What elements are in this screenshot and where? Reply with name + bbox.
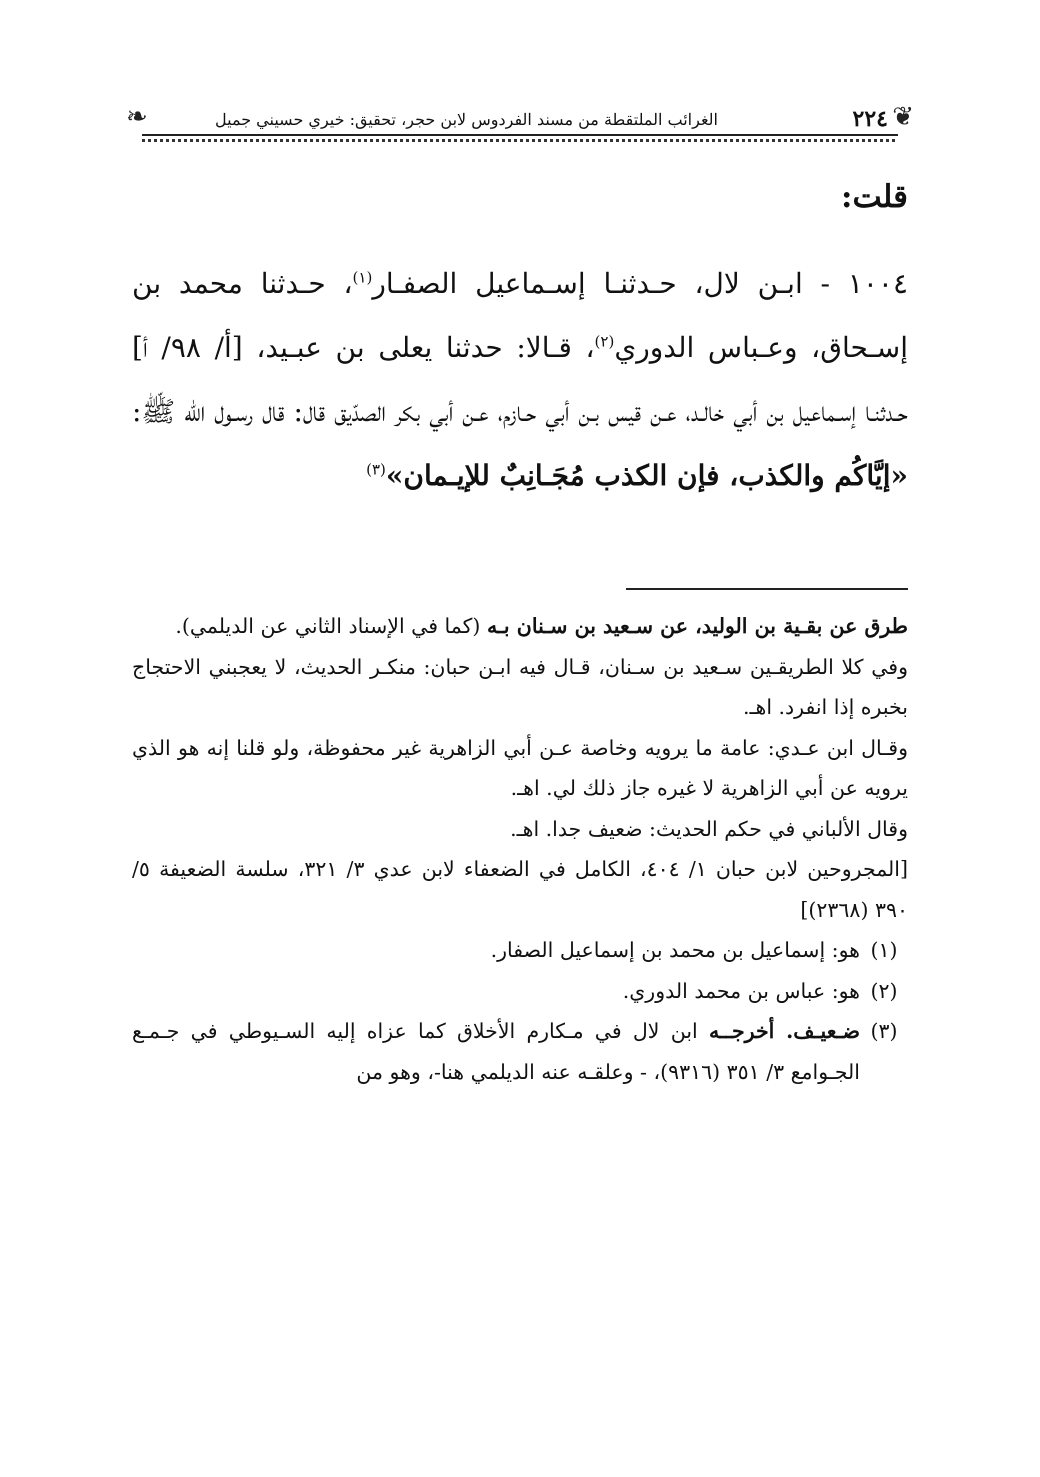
footnote-ref-3[interactable]: (٣)	[366, 460, 386, 479]
header-rule	[142, 134, 898, 142]
footnote-text: هو: عباس بن محمد الدوري.	[622, 978, 860, 1003]
footnote-ref-1[interactable]: (١)	[352, 268, 373, 287]
note-paragraph: طرق عن بقـية بن الوليد، عن سـعيد بن سـنان بـه (كما في الإسناد الثاني عن الديلمي).	[175, 614, 908, 638]
ornament-right-icon: ❦	[892, 102, 914, 132]
footnote-2	[132, 971, 908, 1012]
note-references: [المجروحين لابن حبان ١/ ٤٠٤، الكامل في الضعفاء لابن عدي ٣/ ٣٢١، سلسة الضعيفة ٥/ ٣٩٠ (٢٣٦٨)]	[132, 857, 908, 922]
footnote-number: (٣)	[870, 1019, 898, 1043]
hadith-paragraph	[132, 252, 908, 508]
footnotes-area	[132, 606, 908, 1092]
main-text	[132, 150, 908, 536]
hadith-text-1: ١٠٠٤ - ابـن لال، حـدثنـا إسـماعيل الصفـار	[372, 267, 908, 300]
hadith-text-3: ، قـالا: حدثنا يعلى بن عبـيد، [أ/ ٩٨/ أ] حـدثنـا إسـماعيل بن أبي خالـد، عـن قيس بـن أبي حـازم، عـن أبي بكر الصدّيق قال: قال رسـول الله ﷺ:	[132, 331, 908, 428]
page-number: ٢٢٤	[852, 106, 888, 132]
footnote-1	[132, 930, 908, 971]
section-heading: قلت:	[841, 179, 908, 215]
running-header	[126, 100, 914, 144]
footnote-text: ضـعيـف. أخرجــه ابن لال في مـكارم الأخلاق كما عزاه إليه السـيوطي في جـمـع الجـوامع ٣/ ٣٥١ (٩٣١٦)، - وعلقـه عنه الديلمي هنا-، وهو من	[132, 1019, 861, 1084]
hadith-text-2: ، حـدثنا محمد بن إسـحاق، وعـباس الدوري	[132, 267, 908, 364]
footnote-number: (١)	[870, 938, 898, 962]
hadith-quote: «إيَّاكُم والكذب، فإن الكذب مُجَـانِبٌ للإيـمان»	[385, 459, 908, 492]
footnote-separator	[626, 588, 908, 590]
note-paragraph: وقال الألباني في حكم الحديث: ضعيف جدا. اهـ.	[510, 816, 908, 841]
footnote-ref-2[interactable]: (٢)	[594, 332, 615, 351]
footnote-3	[132, 1011, 908, 1092]
running-title: الغرائب الملتقطة من مسند الفردوس لابن حجر، تحقيق: خيري حسيني جميل	[215, 110, 718, 129]
note-paragraph: وفي كلا الطريقـين سـعيد بن سـنان، قـال فيه ابـن حبان: منكـر الحديث، لا يعجبني الاحتجاج بخبره إذا انفرد. اهـ.	[132, 654, 908, 719]
footnote-text: هو: إسماعيل بن محمد بن إسماعيل الصفار.	[490, 938, 860, 962]
note-paragraph: وقـال ابن عـدي: عامة ما يرويه وخاصة عـن أبي الزاهرية غير محفوظة، ولو قلنا إنه هو الذي يرويه عن أبي الزاهرية لا غيره جاز ذلك لي. اهـ.	[132, 735, 908, 800]
ornament-left-icon: ❧	[126, 102, 148, 132]
footnote-number: (٢)	[870, 978, 898, 1003]
